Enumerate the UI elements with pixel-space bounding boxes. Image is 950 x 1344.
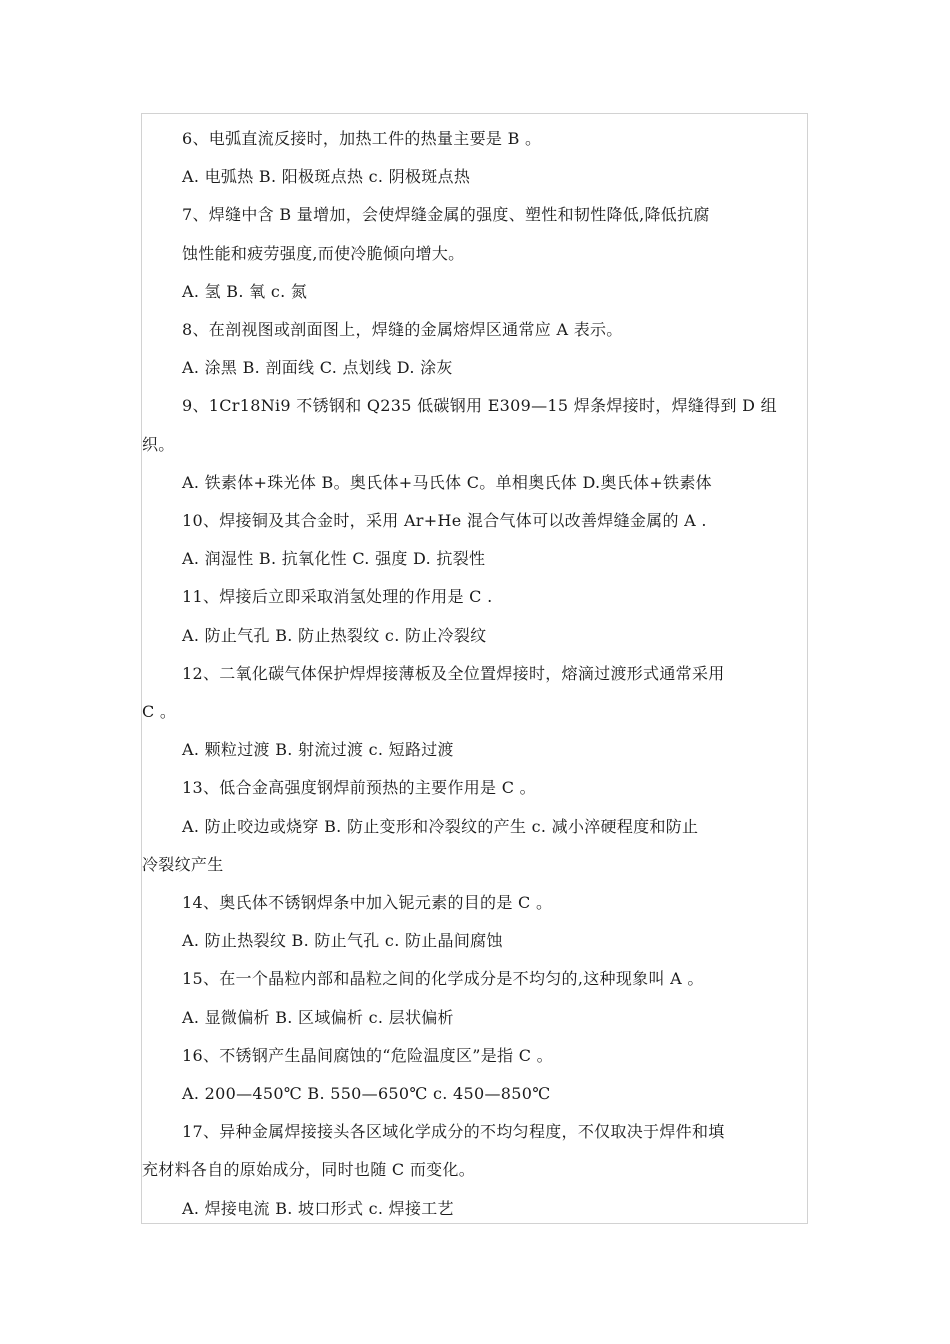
text-line: A. 显微偏析 B. 区域偏析 c. 层状偏析	[182, 1007, 454, 1027]
text-line: 14、奥氏体不锈钢焊条中加入铌元素的目的是 C 。	[182, 893, 553, 913]
text-line: A. 电弧热 B. 阳极斑点热 c. 阴极斑点热	[182, 167, 471, 187]
text-line: 8、在剖视图或剖面图上，焊缝的金属熔焊区通常应 A 表示。	[182, 320, 623, 340]
text-line: 蚀性能和疲劳强度,而使冷脆倾向增大。	[182, 243, 465, 263]
document-body	[142, 120, 806, 1228]
text-line: A. 200—450℃ B. 550—650℃ c. 450—850℃	[182, 1084, 551, 1104]
text-line: A. 涂黑 B. 剖面线 C. 点划线 D. 涂灰	[182, 358, 453, 378]
text-line: 10、焊接铜及其合金时，采用 Ar+He 混合气体可以改善焊缝金属的 A .	[182, 511, 707, 531]
text-line: 7、焊缝中含 B 量增加，会使焊缝金属的强度、塑性和韧性降低,降低抗腐	[182, 205, 710, 225]
text-line: 织。	[142, 434, 175, 454]
text-line: A. 润湿性 B. 抗氧化性 C. 强度 D. 抗裂性	[182, 549, 486, 569]
text-line: 冷裂纹产生	[142, 854, 224, 874]
text-line: 15、在一个晶粒内部和晶粒之间的化学成分是不均匀的,这种现象叫 A 。	[182, 969, 704, 989]
text-line: C 。	[142, 702, 177, 722]
text-line: A. 氢 B. 氧 c. 氮	[182, 281, 308, 301]
text-line: 6、电弧直流反接时，加热工件的热量主要是 B 。	[182, 129, 542, 148]
text-line: 12、二氧化碳气体保护焊焊接薄板及全位置焊接时，熔滴过渡形式通常采用	[182, 663, 725, 683]
text-line: 17、异种金属焊接接头各区域化学成分的不均匀程度，不仅取决于焊件和填	[182, 1122, 725, 1142]
text-line: 9、1Cr18Ni9 不锈钢和 Q235 低碳钢用 E309—15 焊条焊接时，焊缝得到 D 组	[182, 396, 777, 416]
text-line: A. 颗粒过渡 B. 射流过渡 c. 短路过渡	[182, 740, 454, 760]
text-line: 16、不锈钢产生晶间腐蚀的“危险温度区”是指 C 。	[182, 1045, 553, 1065]
text-line: 11、焊接后立即采取消氢处理的作用是 C .	[182, 587, 493, 607]
text-line: A. 防止气孔 B. 防止热裂纹 c. 防止冷裂纹	[182, 625, 487, 645]
text-line: A. 焊接电流 B. 坡口形式 c. 焊接工艺	[182, 1198, 454, 1218]
text-line: A. 铁素体+珠光体 B。奥氏体+马氏体 C。单相奥氏体 D.奥氏体+铁素体	[182, 472, 712, 492]
text-line: A. 防止热裂纹 B. 防止气孔 c. 防止晶间腐蚀	[182, 931, 503, 951]
text-line: 充材料各自的原始成分，同时也随 C 而变化。	[142, 1160, 476, 1180]
text-line: 13、低合金高强度钢焊前预热的主要作用是 C 。	[182, 778, 536, 798]
text-line: A. 防止咬边或烧穿 B. 防止变形和冷裂纹的产生 c. 减小淬硬程度和防止	[182, 816, 699, 836]
